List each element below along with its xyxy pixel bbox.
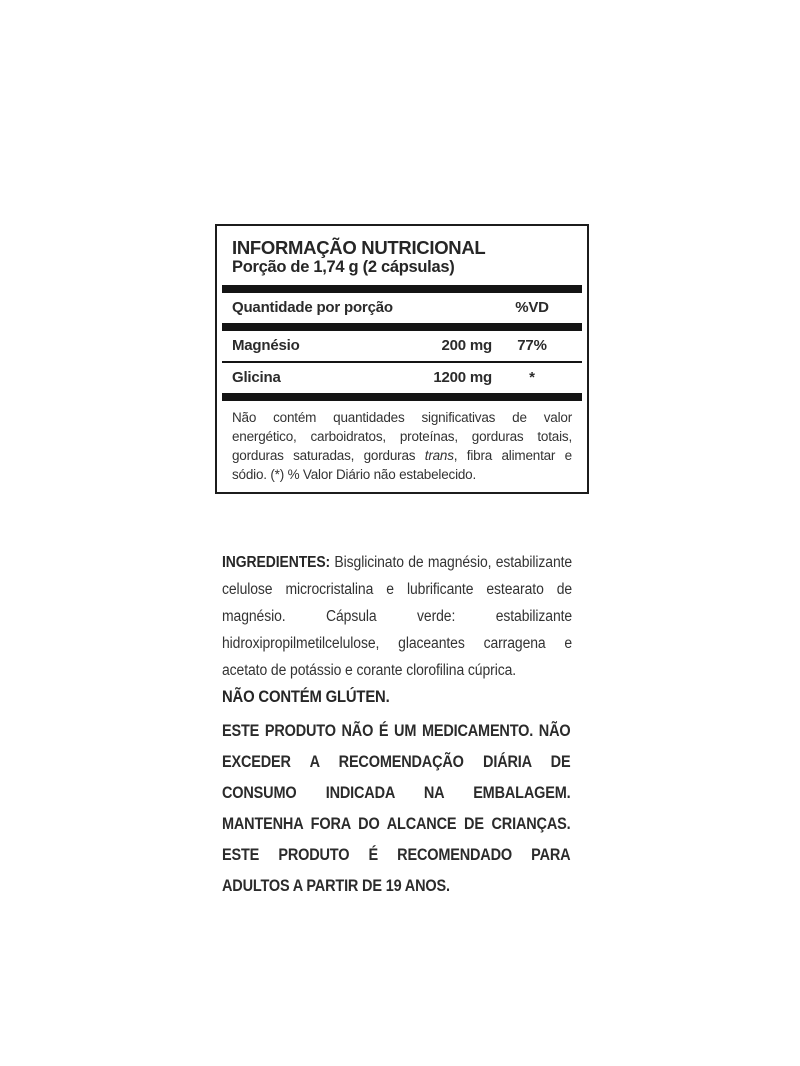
table-row-magnesio [232, 331, 572, 361]
table-row-glicina [232, 363, 572, 393]
table-header-row [232, 293, 572, 323]
nutrition-table-title: INFORMAÇÃO NUTRICIONAL [232, 237, 486, 258]
warning-paragraph: ESTE PRODUTO NÃO É UM MEDICAMENTO. NÃO EXCEDER A RECOMENDAÇÃO DIÁRIA DE CONSUMO INDICADA NA EMBALAGEM. MANTENHA FORA DO ALCANCE DE CRIANÇAS. ESTE PRODUTO É RECOMENDADO PARA ADULTOS A PARTIR DE 19 ANOS. [222, 721, 571, 895]
column-header-quantity: Quantidade por porção [232, 299, 393, 316]
nutrient-dv: 77% [517, 337, 547, 354]
divider-thick-header [222, 323, 582, 331]
nutrient-amount: 1200 mg [433, 369, 492, 386]
table-footnote [232, 408, 572, 484]
serving-size: Porção de 1,74 g (2 cápsulas) [232, 258, 455, 276]
nutrient-amount: 200 mg [441, 337, 492, 354]
nutrient-name: Magnésio [232, 337, 300, 354]
ingredients-paragraph [222, 549, 572, 684]
nutrition-facts-box [215, 224, 589, 494]
nutrient-dv: * [529, 369, 535, 386]
ingredients-section [222, 549, 572, 711]
gluten-free-statement: NÃO CONTÉM GLÚTEN. [222, 688, 390, 706]
divider-thick-top [222, 285, 582, 293]
ingredients-label: INGREDIENTES: [222, 554, 331, 571]
warning-section [222, 715, 570, 901]
divider-thick-bottom [222, 393, 582, 401]
footnote-text-start: Não contém quantidades significativas de valor energético, carboidratos, proteínas, gorduras totais, gorduras saturadas, gorduras [232, 410, 572, 463]
footnote-text-end: , fibra alimentar e sódio. (*) % Valor Diário não estabelecido. [232, 448, 572, 482]
column-header-dv: %VD [515, 299, 549, 316]
ingredients-text: Bisglicinato de magnésio, estabilizante celulose microcristalina e lubrificante estearato de magnésio. Cápsula verde: estabilizante hidroxipropilmetilcelulose, glaceantes carragena e acetato de potássio e corante clorofilina cúprica. [222, 554, 573, 679]
footnote-italic-trans: trans [424, 448, 454, 463]
nutrient-name: Glicina [232, 369, 281, 386]
